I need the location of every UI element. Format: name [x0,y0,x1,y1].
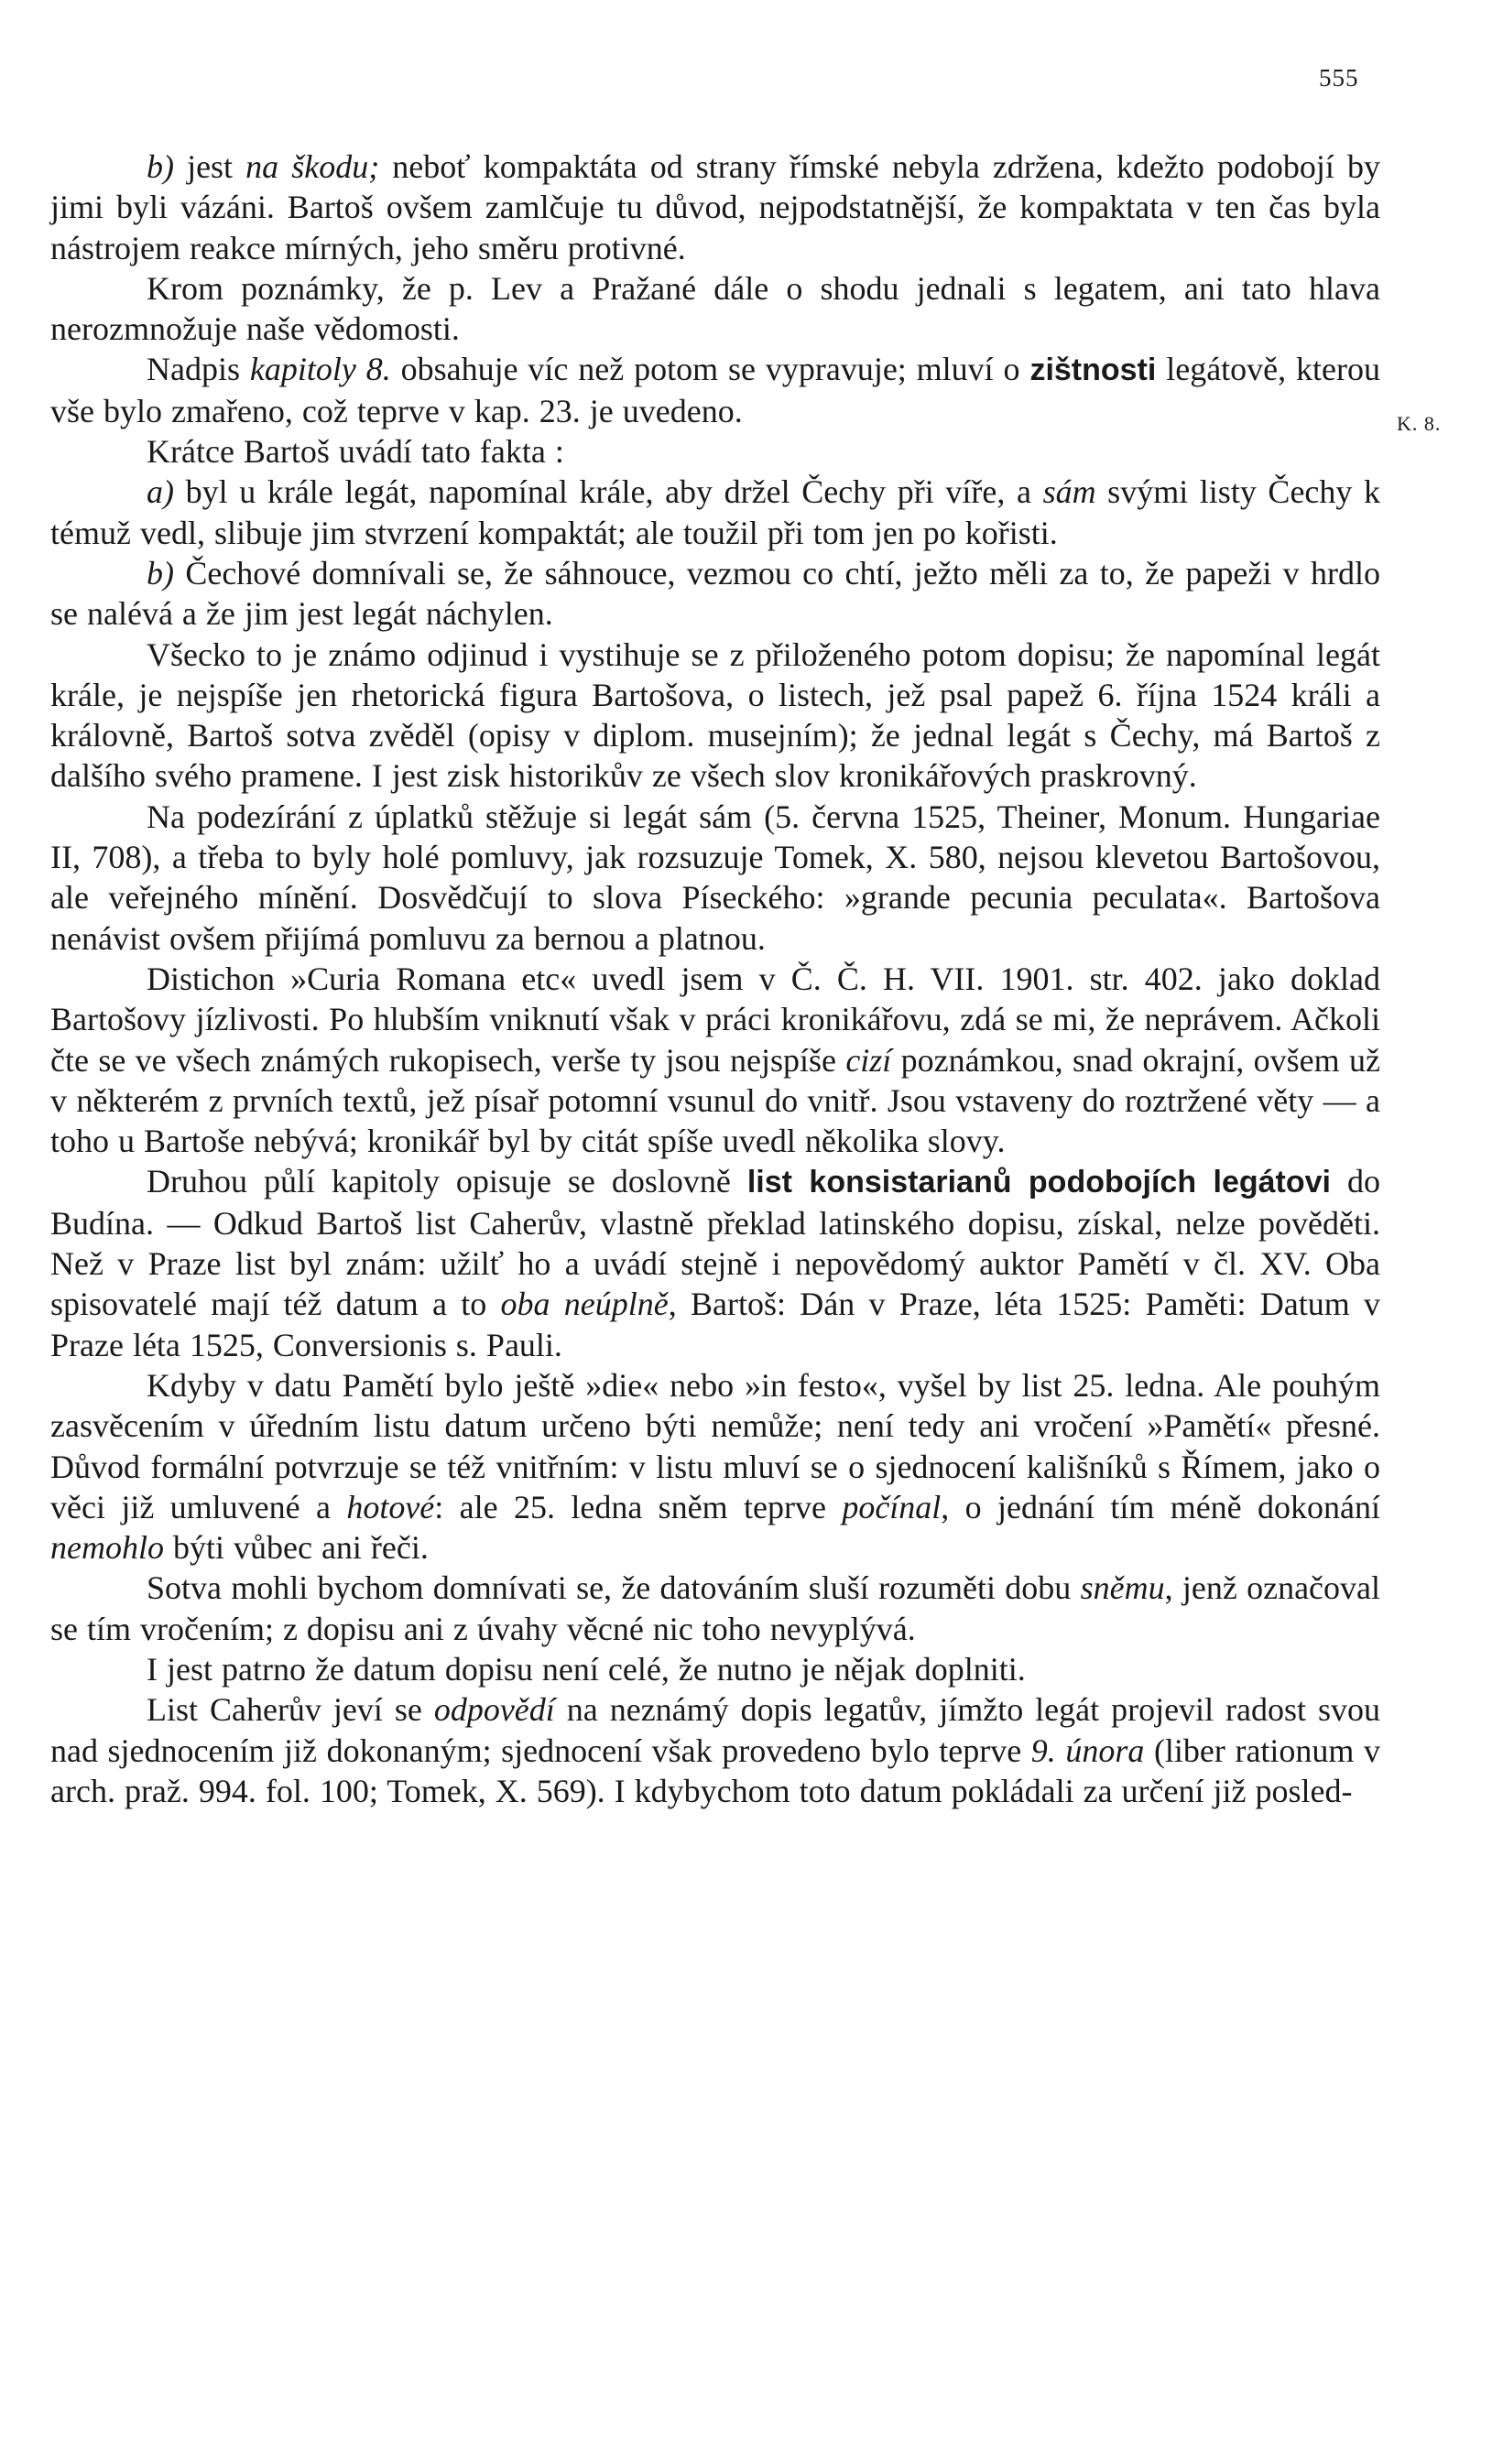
emphasis: sám [1042,473,1096,511]
text-run: Čechové domnívali se, že sáhnouce, vezmou co chtí, ježto měli za to, že papeži v hrdlo se nalévá a že jim jest legát náchylen. [50,554,1380,633]
text-run: , jenž označoval se tím vročením; z dopisu ani z úvahy věcné nic toho nevyplývá. [50,1569,1381,1647]
text-run: obsahuje víc než potom se vypravuje; mluví o [390,351,1030,388]
text-run: byl u krále legát, napomínal krále, aby držel Čechy při víře, a [174,473,1043,511]
paragraph [50,349,1380,431]
paragraph [50,147,1380,268]
emphasis: na škodu; [245,148,380,185]
text-run: Distichon »Curia Romana etc« uvedl jsem v Č. Č. H. VII. 1901. str. 402. jako doklad Bartošovy jízlivosti. Po hlubším vniknutí však v práci kronikářovu, zdá se mi, že neprávem. Ačkoli čte se ve všech známých rukopisech, verše ty jsou nejspíše [50,960,1380,1079]
text-run: Nadpis [147,351,250,388]
emphasis: nemohlo [50,1529,164,1567]
paragraph: Krom poznámky, že p. Lev a Pražané dále o shodu jednali s legatem, ani tato hlava nerozmnožuje naše vědomosti. [50,269,1380,348]
emphasis: cizí [845,1041,892,1079]
paragraph: Na podezírání z úplatků stěžuje si legát sám (5. června 1525, Theiner, Monum. Hungariae II, 708), a třeba to byly holé pomluvy, jak rozsuzuje Tomek, X. 580, nejsou klevetou Bartošovou, ale veřejného mínění. Dosvědčují to slova Píseckého: »grande pecunia peculata«. Bartošova nenávist ovšem přijímá pomluvu za bernou a platnou. [50,798,1380,957]
text-run: jest [174,148,246,185]
text-run: List Caherův jeví se [147,1691,434,1729]
paragraph [50,553,1380,635]
emphasis: počínal [842,1488,942,1525]
text-run: neboť kompaktáta od strany římské nebyla zdržena, kdežto podobojí by jimi byli vázáni. Bartoš ovšem zamlčuje tu důvod, nejpodstatnější, že kompaktata v ten čas byla nástrojem reakce mírných, jeho směru protivné. [50,148,1380,266]
text-run: Druhou půlí kapitoly opisuje se doslovně [147,1163,747,1200]
text-run: poznámkou, snad okrajní, ovšem už v některém z prvních textů, jež písař potomní vsunul do vnitř. Jsou vstaveny do roztržené věty — a toho u Bartoše nebývá; kronikář byl by citát spíše uvedl několika slovy. [50,1041,1380,1160]
bold-term: list konsistarianů podobojích legátovi [746,1165,1332,1200]
paragraph: I jest patrno že datum dopisu není celé, že nutno je nějak doplniti. [147,1650,1026,1688]
paragraph [50,1161,1380,1364]
emphasis: kapitoly 8. [249,351,391,388]
paragraph [50,1689,1380,1811]
bold-term: zištnosti [1029,353,1157,388]
emphasis: sněmu [1080,1569,1165,1607]
emphasis: hotové [346,1488,435,1525]
text-run: : ale 25. ledna sněm teprve [434,1488,843,1525]
paragraph: Krátce Bartoš uvádí tato fakta : [147,433,564,471]
text-run: na neznámý dopis legatův, jímžto legát projevil radost svou nad sjednocením již dokonaným; sjednocení však provedeno bylo teprve [50,1691,1380,1769]
text-run: svými listy Čechy k témuž vedl, slibuje jim stvrzení kompaktát; ale toužil při tom jen po kořisti. [50,473,1381,551]
emphasis: 9. února [1030,1731,1145,1769]
text-run: (liber rationum v arch. praž. 994. fol. 100; Tomek, X. 569). I kdybychom toto datum pokládali za určení již posled- [50,1731,1380,1809]
text-run: , Bartoš: Dán v Praze, léta 1525: Paměti: Datum v Praze léta 1525, Conversionis s. Pauli. [50,1286,1380,1363]
text-run: Sotva mohli bychom domnívati se, že datováním sluší rozuměti dobu [147,1569,1081,1607]
body-text [50,147,1380,1811]
paragraph: Všecko to je známo odjinud i vystihuje se z přiloženého potom dopisu; že napomínal legát krále, je nejspíše jen rhetorická figura Bartošova, o listech, jež psal papež 6. října 1524 králi a královně, Bartoš sotva zvěděl (opisy v diplom. musejním); že jednal legát s Čechy, má Bartoš z dalšího svého pramene. I jest zisk historikův ze všech slov kronikářových praskrovný. [50,635,1380,795]
page-number: 555 [1319,64,1359,92]
paragraph [50,472,1380,553]
paragraph [50,1568,1380,1649]
item-label: b) [147,148,174,185]
item-label: b) [147,554,174,592]
item-label: a) [147,473,174,511]
text-run: býti vůbec ani řeči. [163,1529,429,1567]
text-run: do Budína. — Odkud Bartoš list Caherův, vlastně překlad latinského dopisu, získal, nelze pověděti. Než v Praze list byl znám: užilť ho a uvádí stejně i nepovědomý auktor Pamětí v čl. XV. Oba spisovatelé mají též datum a to [50,1163,1380,1323]
text-run: legátově, kterou vše bylo zmařeno, což teprve v kap. 23. je uvedeno. [50,351,1380,429]
text-run: , o jednání tím méně dokonání [941,1488,1380,1525]
marginal-chapter-note: K. 8. [1397,412,1442,435]
emphasis: oba neúplně [500,1286,669,1323]
emphasis: odpovědí [433,1691,555,1729]
paragraph [50,1365,1380,1568]
text-run: Kdyby v datu Pamětí bylo ještě »die« nebo »in festo«, vyšel by list 25. ledna. Ale pouhým zasvěcením v úředním listu datum určeno býti nemůže; není tedy ani vročení »Pamětí« přesné. Důvod formální potvrzuje se též vnitřním: v listu mluví se o sjednocení kališníků s Římem, jako o věci již umluvené a [50,1366,1380,1525]
paragraph [50,959,1380,1161]
